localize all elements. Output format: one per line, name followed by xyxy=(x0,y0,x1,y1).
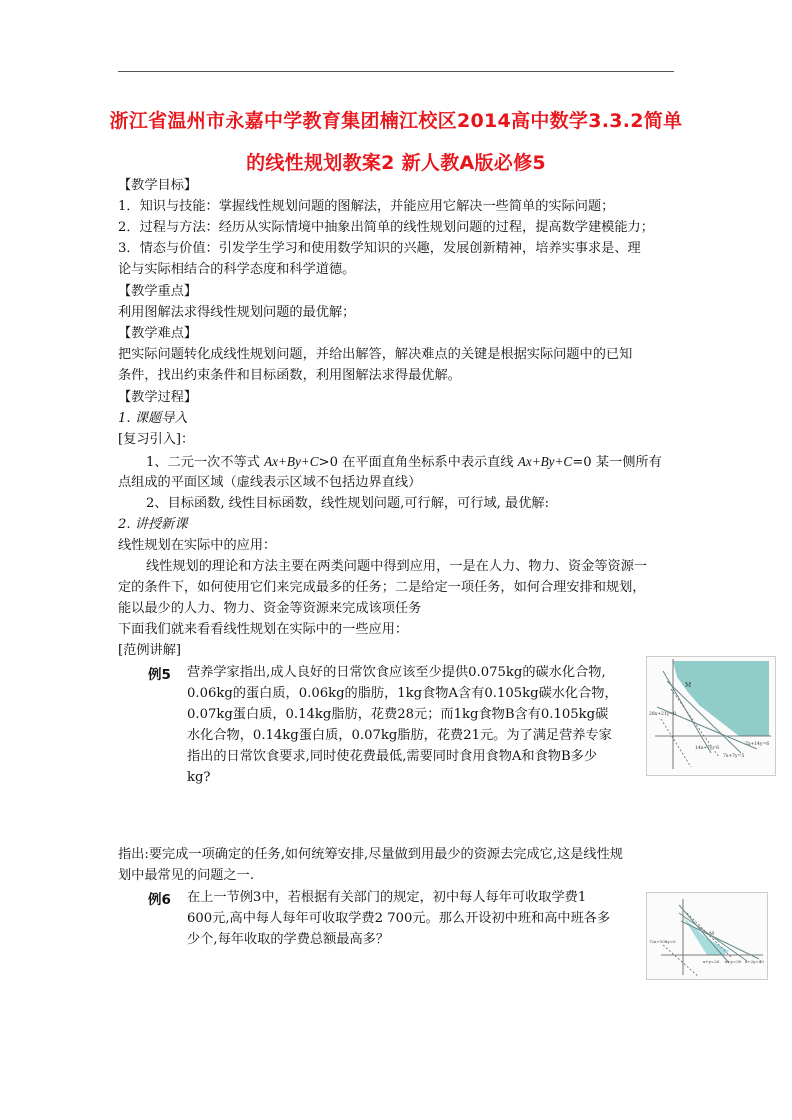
application-paragraph-3: 能以最少的人力、物力、资金等资源来完成该项任务 xyxy=(118,601,422,616)
example-6-label: 例6 xyxy=(148,892,171,908)
review-1a-mid: >0 在平面直角坐标系中表示直线 xyxy=(318,455,518,470)
review-1a-expr2: Ax+By+C xyxy=(517,454,573,469)
example-5-line: 指出的日常饮食要求,同时使花费最低,需要同时食用食物A和食物B多少 xyxy=(187,749,598,764)
example-5-line: kg? xyxy=(187,770,211,785)
application-paragraph-1: 线性规划的理论和方法主要在两类问题中得到应用，一是在人力、物力、资金等资源一 xyxy=(146,559,648,574)
document-title-line2: 的线性规划教案2 新人教A版必修5 xyxy=(246,152,546,174)
goal-3b: 论与实际相结合的科学态度和科学道德。 xyxy=(118,262,356,277)
feasible-region xyxy=(673,661,769,736)
example-6-line: 600元,高中每人每年可收取学费2 700元。那么开设初中班和高中班各多 xyxy=(187,911,611,926)
difficulty-text-a: 把实际问题转化成线性规划问题，并给出解答，解决难点的关键是根据实际问题中的已知 xyxy=(118,347,633,362)
review-item-2: 2、目标函数, 线性目标函数，线性规划问题,可行解，可行域, 最优解: xyxy=(146,496,550,511)
example-5-line: 0.06kg的蛋白质，0.06kg的脂肪，1kg食物A含有0.105kg碳水化合物， xyxy=(187,686,618,701)
example-5-line: 0.07kg蛋白质，0.14kg脂肪，花费28元；而1kg食物B含有0.105kg碳 xyxy=(187,707,609,722)
review-item-1a xyxy=(146,452,662,473)
step-2-heading: 2. 讲授新课 xyxy=(118,517,188,532)
figure-label: 28x+21y=0 xyxy=(649,712,676,717)
figure-label: x+2y=40 xyxy=(745,959,764,964)
step-1-heading: 1. 课题导入 xyxy=(118,411,188,426)
application-heading: 线性规划在实际中的应用： xyxy=(118,538,277,553)
figure-label: 72x+108y=0 xyxy=(649,939,676,944)
example-5-figure xyxy=(646,656,776,776)
objective-line xyxy=(661,719,691,767)
example-5-line: 水化合物，0.14kg蛋白质，0.07kg脂肪，花费21元。为了满足营养专家 xyxy=(187,728,612,743)
note-line-1: 指出:要完成一项确定的任务,如何统筹安排,尽量做到用最少的资源去完成它,这是线性规 xyxy=(118,847,623,862)
goal-3a: 3．情态与价值：引发学生学习和使用数学知识的兴趣，发展创新精神，培养实事求是、理 xyxy=(118,241,641,256)
figure-label: x+y=30 xyxy=(725,959,742,964)
figure-label: 14x+7y=6 xyxy=(695,746,720,751)
process-heading: 【教学过程】 xyxy=(118,390,198,405)
figure-label: 7x+14y=6 xyxy=(745,742,770,747)
goal-1: 1．知识与技能：掌握线性规划问题的图解法，并能应用它解决一些简单的实际问题； xyxy=(118,199,615,214)
header-rule xyxy=(118,71,674,72)
goals-heading: 【教学目标】 xyxy=(118,178,198,193)
key-text: 利用图解法求得线性规划问题的最优解； xyxy=(118,305,356,320)
goal-2: 2．过程与方法：经历从实际情境中抽象出简单的线性规划问题的过程，提高数学建模能力； xyxy=(118,220,654,235)
application-paragraph-2: 定的条件下，如何使用它们来完成最多的任务；二是给定一项任务，如何合理安排和规划， xyxy=(118,580,646,595)
document-title-line1: 浙江省温州市永嘉中学教育集团楠江校区2014高中数学3.3.2简单 xyxy=(109,110,683,132)
application-paragraph-4: 下面我们就来看看线性规划在实际中的一些应用： xyxy=(118,622,409,637)
objective-line xyxy=(663,945,699,977)
difficulty-heading: 【教学难点】 xyxy=(118,326,198,341)
review-item-1b: 点组成的平面区域（虚线表示区域不包括边界直线） xyxy=(118,475,422,490)
key-heading: 【教学重点】 xyxy=(118,284,198,299)
difficulty-text-b: 条件，找出约束条件和目标函数，利用图解法求得最优解。 xyxy=(118,368,461,383)
figure-label: M xyxy=(709,931,715,937)
example-5-label: 例5 xyxy=(148,667,171,683)
note-line-2: 划中最常见的问题之一. xyxy=(118,868,255,883)
constraint-line xyxy=(679,905,729,963)
review-1a-post: =0 某一侧所有 xyxy=(572,455,662,470)
example-5-line: 营养学家指出,成人良好的日常饮食应该至少提供0.075kg的碳水化合物, xyxy=(187,665,606,680)
figure-label: x+y=20 xyxy=(703,959,720,964)
example-6-line: 在上一节例3中，若根据有关部门的规定，初中每人每年可收取学费1 xyxy=(187,890,587,905)
review-1a-pre: 1、二元一次不等式 xyxy=(146,455,265,470)
example-6-line: 少个,每年收取的学费总额最高多？ xyxy=(187,932,390,947)
figure-label: 7x+7y=5 xyxy=(723,754,745,759)
examples-heading: [范例讲解] xyxy=(118,643,182,658)
review-heading: [复习引入]： xyxy=(118,432,195,447)
example-6-figure xyxy=(646,892,768,980)
figure-label: M xyxy=(685,682,692,689)
review-1a-expr1: Ax+By+C xyxy=(264,454,319,469)
